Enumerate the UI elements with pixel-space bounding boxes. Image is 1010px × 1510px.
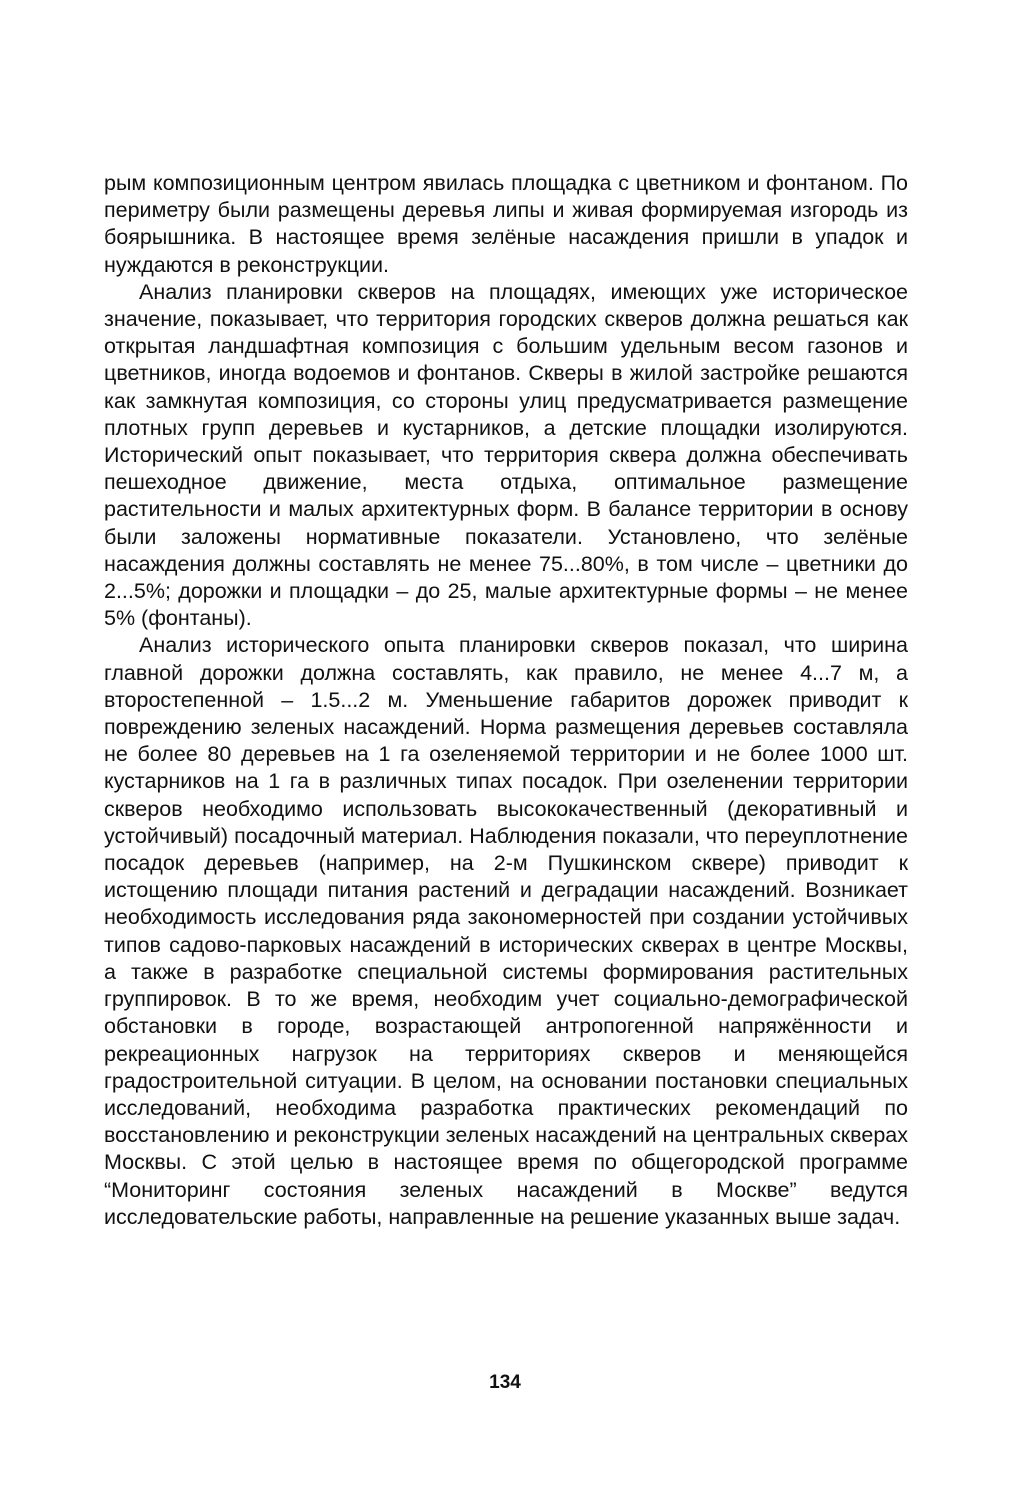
body-text <box>104 170 908 1231</box>
paragraph-continuation: рым композиционным центром явилась площадка с цветником и фонтаном. По периметру были размещены деревья липы и живая формируемая изгородь из боярышника. В настоящее время зелёные насаждения пришли в упадок и нуждаются в реконструкции. <box>104 171 908 277</box>
page-number: 134 <box>489 1372 521 1393</box>
paragraph-square-planning-analysis: Анализ планировки скверов на площадях, имеющих уже историческое значение, показывает, что территория городских скверов должна решаться как открытая ландшафтная композиция с большим удельным весом газонов и цветников, иногда водоемов и фонтанов. Скверы в жилой застройке решаются как замкнутая композиция, со стороны улиц предусматривается размещение плотных групп деревьев и кустарников, а детские площадки изолируются. Исторический опыт показывает, что территория сквера должна обеспечивать пешеходное движение, места отдыха, оптимальное размещение растительности и малых архитектурных форм. В балансе территории в основу были заложены нормативные показатели. Установлено, что зелёные насаждения должны составлять не менее 75...80%, в том числе – цветники до 2...5%; дорожки и площадки – до 25, малые архитектурные формы – не менее 5% (фонтаны). <box>104 279 908 631</box>
paragraph-historical-experience: Анализ исторического опыта планировки скверов показал, что ширина главной дорожки должна составлять, как правило, не менее 4...7 м, а второстепенной – 1.5...2 м. Уменьшение габаритов дорожек приводит к повреждению зеленых насаждений. Норма размещения деревьев составляла не более 80 деревьев на 1 га озеленяемой территории и не более 1000 шт. кустарников на 1 га в различных типах посадок. При озеленении территории скверов необходимо использовать высококачественный (декоративный и устойчивый) посадочный материал. Наблюдения показали, что переуплотнение посадок деревьев (например, на 2-м Пушкинском сквере) приводит к истощению площади питания растений и деградации насаждений. Возникает необходимость исследования ряда закономерностей при создании устойчивых типов садово-парковых насаждений в исторических скверах в центре Москвы, а также в разработке специальной системы формирования растительных группировок. В то же время, необходим учет социально-демографической обстановки в городе, возрастающей антропогенной напряжённости и рекреационных нагрузок на территориях скверов и меняющейся градостроительной ситуации. В целом, на основании постановки специальных исследований, необходима разработка практических рекомендаций по восстановлению и реконструкции зеленых насаждений на центральных скверах Москвы. С этой целью в настоящее время по общегородской программе “Мониторинг состояния зеленых насаждений в Москве” ведутся исследовательские работы, направленные на решение указанных выше задач. <box>104 633 908 1229</box>
